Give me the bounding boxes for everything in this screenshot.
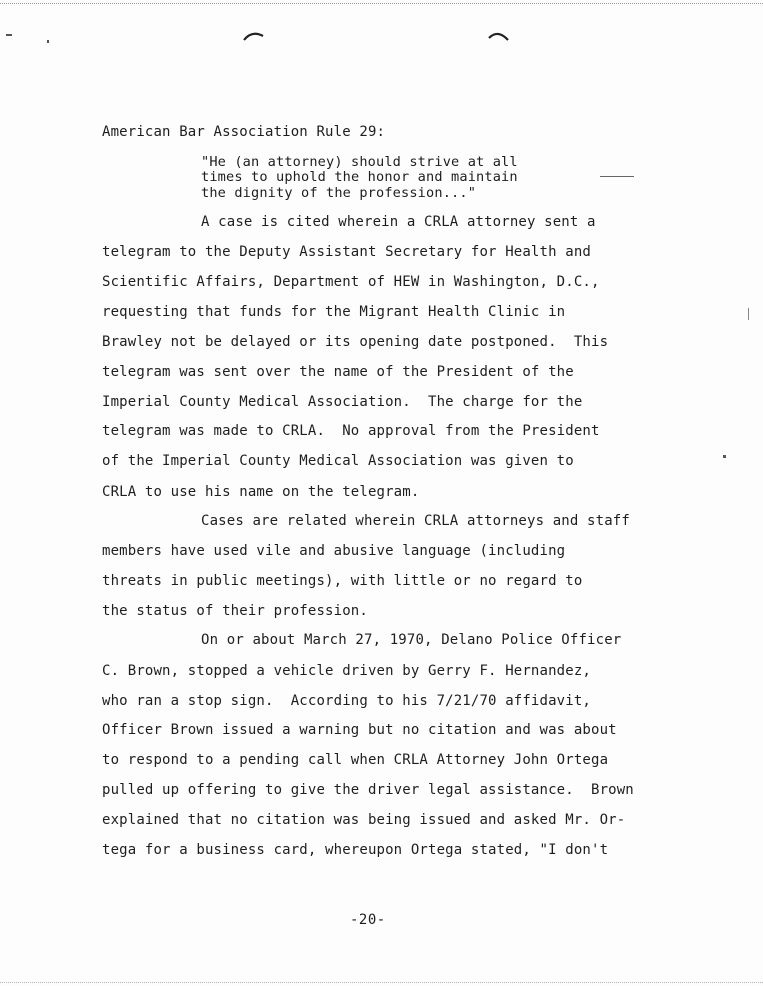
body-line: tega for a business card, whereupon Ortega stated, "I don't — [102, 842, 609, 858]
body-line: telegram was made to CRLA. No approval from the President — [102, 423, 600, 439]
scan-speck — [600, 176, 634, 177]
body-line: Brawley not be delayed or its opening date postponed. This — [102, 334, 609, 350]
scan-speck — [723, 455, 726, 458]
body-line: Officer Brown issued a warning but no citation and was about — [102, 722, 617, 738]
scan-speck — [6, 34, 12, 36]
body-line: who ran a stop sign. According to his 7/21/70 affidavit, — [102, 693, 591, 709]
body-line: CRLA to use his name on the telegram. — [102, 484, 420, 500]
rule-heading: American Bar Association Rule 29: — [102, 124, 386, 140]
body-line: Scientific Affairs, Department of HEW in Washington, D.C., — [102, 274, 600, 290]
body-line: the status of their profession. — [102, 603, 368, 619]
top-edge-scan-line — [0, 3, 763, 4]
body-line: C. Brown, stopped a vehicle driven by Gerry F. Hernandez, — [102, 663, 591, 679]
body-line: of the Imperial County Medical Association was given to — [102, 453, 574, 469]
body-line: explained that no citation was being issued and asked Mr. Or- — [102, 812, 626, 828]
body-line: requesting that funds for the Migrant Health Clinic in — [102, 304, 566, 320]
scan-speck — [47, 40, 49, 43]
bottom-edge-scan-line — [0, 982, 763, 983]
quote-line: the dignity of the profession..." — [201, 185, 477, 201]
punch-hole-mark-right — [488, 30, 510, 42]
page-number: -20- — [350, 912, 386, 928]
scan-speck — [748, 308, 749, 320]
body-line: members have used vile and abusive language (including — [102, 543, 566, 559]
body-line: On or about March 27, 1970, Delano Police Officer — [201, 632, 622, 648]
body-line: pulled up offering to give the driver legal assistance. Brown — [102, 782, 634, 798]
punch-hole-mark-left — [243, 30, 265, 42]
quote-line: "He (an attorney) should strive at all — [201, 154, 518, 170]
body-line: to respond to a pending call when CRLA Attorney John Ortega — [102, 752, 609, 768]
body-line: Cases are related wherein CRLA attorneys and staff — [201, 513, 630, 529]
body-line: A case is cited wherein a CRLA attorney sent a — [201, 214, 596, 230]
body-line: Imperial County Medical Association. The charge for the — [102, 394, 583, 410]
body-line: telegram was sent over the name of the President of the — [102, 364, 574, 380]
quote-line: times to uphold the honor and maintain — [201, 169, 518, 185]
body-line: telegram to the Deputy Assistant Secretary for Health and — [102, 244, 591, 260]
body-line: threats in public meetings), with little or no regard to — [102, 573, 583, 589]
